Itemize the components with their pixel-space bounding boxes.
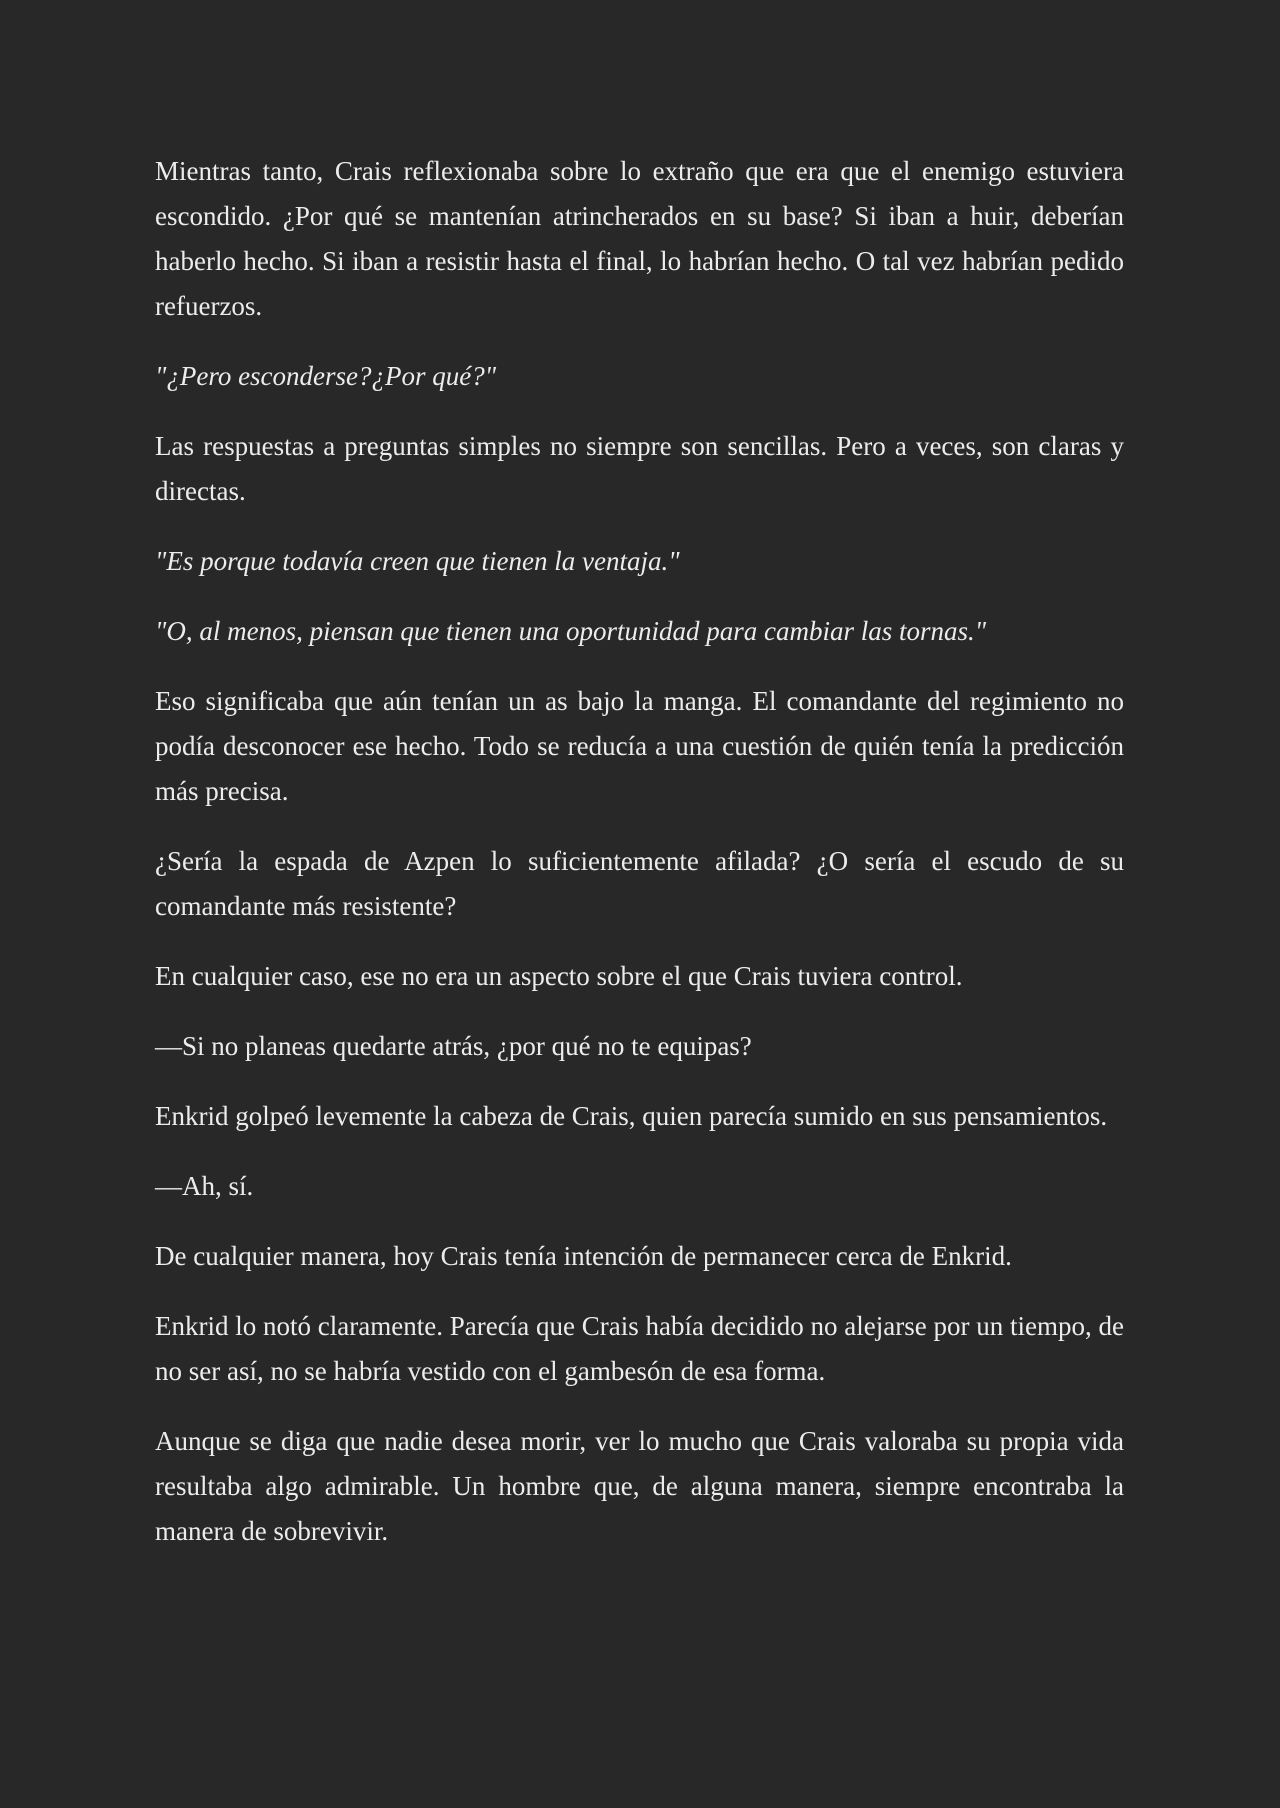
dialogue-line: —Si no planeas quedarte atrás, ¿por qué no te equipas? bbox=[155, 1031, 752, 1061]
italic-thought: "O, al menos, piensan que tienen una oportunidad para cambiar las tornas." bbox=[155, 616, 987, 646]
paragraph: Las respuestas a preguntas simples no siempre son sencillas. Pero a veces, son claras y directas. bbox=[155, 431, 1124, 506]
italic-thought: "Es porque todavía creen que tienen la ventaja." bbox=[155, 546, 680, 576]
paragraph: Aunque se diga que nadie desea morir, ver lo mucho que Crais valoraba su propia vida resultaba algo admirable. Un hombre que, de alguna manera, siempre encontraba la manera de sobrevivir. bbox=[155, 1426, 1124, 1546]
paragraph: ¿Sería la espada de Azpen lo suficientemente afilada? ¿O sería el escudo de su comandante más resistente? bbox=[155, 846, 1124, 921]
paragraph: Enkrid golpeó levemente la cabeza de Crais, quien parecía sumido en sus pensamientos. bbox=[155, 1101, 1108, 1131]
paragraph: Mientras tanto, Crais reflexionaba sobre lo extraño que era que el enemigo estuviera escondido. ¿Por qué se mantenían atrincherados en su base? Si iban a huir, deberían haberlo hecho. Si iban a resistir hasta el final, lo habrían hecho. O tal vez habrían pedido refuerzos. bbox=[155, 156, 1124, 321]
paragraph: Enkrid lo notó claramente. Parecía que Crais había decidido no alejarse por un tiempo, de no ser así, no se habría vestido con el gambesón de esa forma. bbox=[155, 1311, 1124, 1386]
chapter-text bbox=[155, 149, 1124, 1579]
paragraph: De cualquier manera, hoy Crais tenía intención de permanecer cerca de Enkrid. bbox=[155, 1241, 1012, 1271]
dialogue-line: —Ah, sí. bbox=[155, 1171, 254, 1201]
paragraph: Eso significaba que aún tenían un as bajo la manga. El comandante del regimiento no podía desconocer ese hecho. Todo se reducía a una cuestión de quién tenía la predicción más precisa. bbox=[155, 686, 1124, 806]
paragraph: En cualquier caso, ese no era un aspecto sobre el que Crais tuviera control. bbox=[155, 961, 963, 991]
italic-thought: "¿Pero esconderse?¿Por qué?" bbox=[155, 361, 497, 391]
